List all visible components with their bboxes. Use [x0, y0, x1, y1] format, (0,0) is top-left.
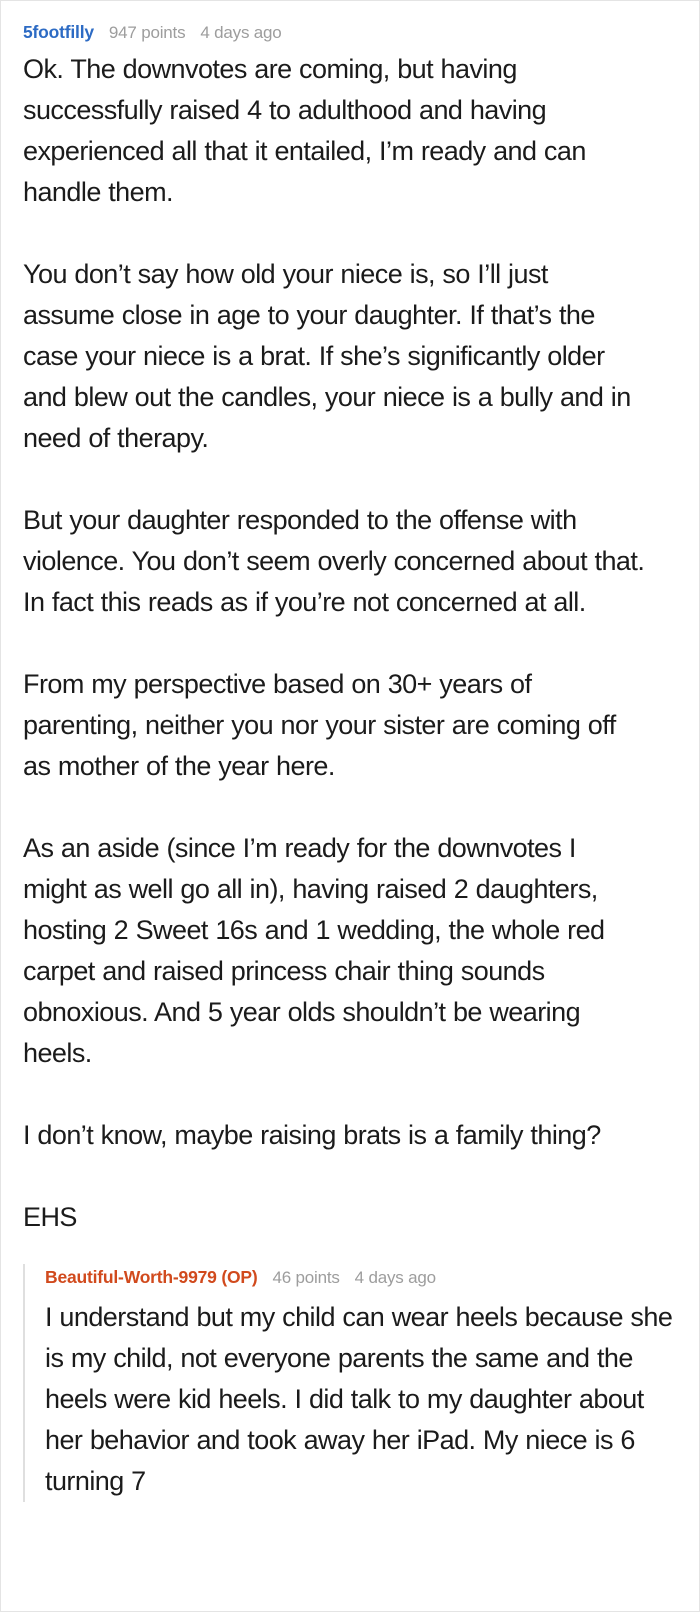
comment-paragraph: I don’t know, maybe raising brats is a family thing?: [23, 1120, 601, 1150]
reply-author-link[interactable]: Beautiful-Worth-9979 (OP): [45, 1267, 258, 1287]
comment-points: 947 points: [108, 23, 186, 42]
comment-header: [23, 19, 685, 46]
comment-paragraph: As an aside (since I’m ready for the downvotes I might as well go all in), having raised 2 daughters, hosting 2 Sweet 16s and 1 wedding, the whole red carpet and raised princess chair thing sounds obnoxious. And 5 year olds shouldn’t be wearing heels.: [23, 833, 605, 1068]
comment-timestamp: 4 days ago: [200, 23, 282, 42]
comment-author-link[interactable]: 5footfilly: [23, 22, 94, 42]
reply-header: [45, 1264, 685, 1291]
comment: [23, 19, 685, 1502]
comment-signoff: EHS: [23, 1202, 77, 1232]
reply-body: [45, 1297, 675, 1502]
reply-points: 46 points: [272, 1268, 340, 1287]
reply-paragraph: I understand but my child can wear heels because she is my child, not everyone parents the same and the heels were kid heels. I did talk to my daughter about her behavior and took away her iPad. My niece is 6 turning 7: [45, 1302, 673, 1496]
comment-paragraph: From my perspective based on 30+ years of parenting, neither you nor your sister are coming off as mother of the year here.: [23, 669, 616, 781]
reply-comment: [23, 1264, 685, 1502]
comment-paragraph: But your daughter responded to the offense with violence. You don’t seem overly concerned about that. In fact this reads as if you’re not concerned at all.: [23, 505, 645, 617]
comment-paragraph: Ok. The downvotes are coming, but having successfully raised 4 to adulthood and having experienced all that it entailed, I’m ready and can handle them.: [23, 54, 586, 207]
reply-timestamp: 4 days ago: [354, 1268, 436, 1287]
comment-paragraph: You don’t say how old your niece is, so I’ll just assume close in age to your daughter. If that’s the case your niece is a brat. If she’s significantly older and blew out the candles, your niece is a bully and in need of therapy.: [23, 259, 631, 453]
comment-body: [23, 49, 645, 1238]
